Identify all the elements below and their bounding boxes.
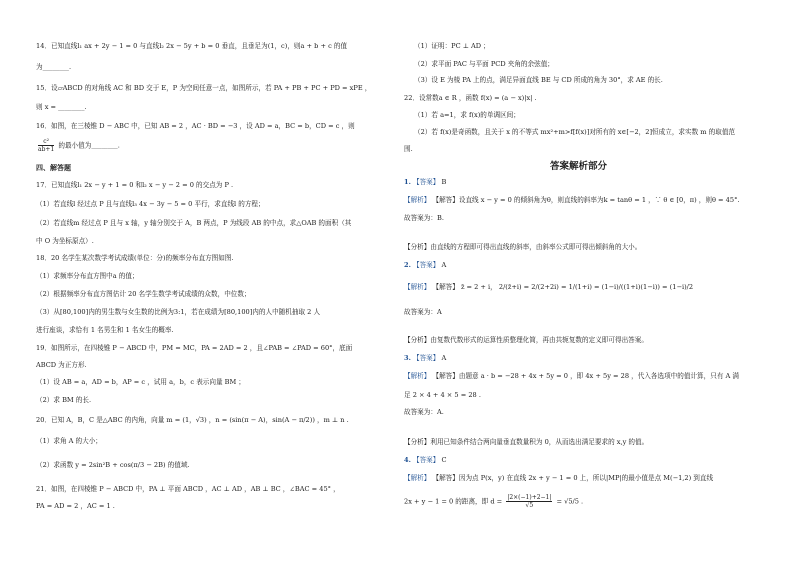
q16-line1: 16．如图，在三棱锥 D − ABC 中，已知 AB = 2 ，AC · BD = −3 ，设 AD = a，BC = b，CD = c ，则	[36, 122, 355, 130]
q18-line2: （1）求频率分布直方图中a 的值；	[36, 272, 139, 280]
answer-1-number: 1.	[404, 178, 411, 186]
answer-1-conclusion: 故答案为：B.	[404, 214, 444, 222]
answer-2-conclusion: 故答案为：A	[404, 308, 442, 316]
answer-1-analysis: 【分析】由直线的方程即可得出直线的斜率，由斜率公式即可得出倾斜角的大小。	[404, 243, 642, 251]
answer-2-solution-tag: 【解析】	[404, 283, 431, 291]
answer-2-value: A	[441, 261, 447, 269]
q20-line3: （2）求函数 y = 2sin²B + cos(π/3 − 2B) 的值域.	[36, 461, 190, 469]
q19-line4: （2）求 BM 的长.	[36, 396, 92, 404]
answer-2-tag: 【答案】	[413, 261, 440, 269]
q17-line4: 中 O 为坐标原点）.	[36, 237, 94, 245]
answer-1-solution-text: 【解答】设直线 x − y = 0 的倾斜角为θ，则直线的斜率为k = tanθ = 1 ，∵ θ ∈ [0，π) ，则θ = 45°.	[432, 196, 740, 204]
q15-line2: 则 x = ________.	[36, 103, 87, 111]
answer-1-solution-tag: 【解析】	[404, 196, 431, 204]
q22-line4: 围.	[404, 145, 413, 153]
answer-3	[404, 354, 446, 363]
answer-4-number: 4.	[404, 456, 411, 464]
q18-line4: （3）从[80,100]内的男生数与女生数的比例为3:1，若在成绩为[80,100]内的人中随机抽取 2 人	[36, 308, 321, 316]
answer-3-solution-line2: 足 2 × 4 + 4 × 5 = 28 .	[404, 391, 481, 399]
q16-fraction	[38, 138, 54, 153]
q17-line2: （1）若直线l 经过点 P 且与直线l₃ 4x − 3y − 5 = 0 平行，求直线l 的方程；	[36, 200, 265, 208]
q18-line3: （2）根据频率分布直方图估计 20 名学生数学考试成绩的众数，中位数；	[36, 290, 251, 298]
q22-line1: 22．设常数a ∈ R ，函数 f(x) = (a − x)|x| .	[404, 94, 537, 102]
answer-1	[404, 178, 446, 187]
answer-1-value: B	[441, 178, 447, 186]
q16-frac-bottom: ab+1	[38, 146, 55, 153]
q21-part3: （3）设 E 为棱 PA 上的点，满足异面直线 BE 与 CD 所成的角为 30°，求 AE 的长.	[414, 76, 663, 84]
answer-2-analysis: 【分析】由复数代数形式的运算性质整理化简，再由共轭复数的定义即可得出答案。	[404, 336, 648, 344]
q18-line5: 进行座谈，求恰有 1 名男生和 1 名女生的概率.	[36, 326, 174, 334]
answer-2	[404, 261, 446, 270]
answer-4-value: C	[441, 456, 447, 464]
answer-2-solution-text: 【解答】 z̄ = 2 + i，	[432, 283, 497, 291]
q14-line2: 为________.	[36, 63, 72, 71]
answer-4-frac-top: |2×(−1)+2−1|	[507, 494, 552, 501]
answer-4-tag: 【答案】	[413, 456, 440, 464]
answer-3-analysis: 【分析】利用已知条件结合两向量垂直数量积为 0，从而选出满足要求的 x,y 的值。	[404, 438, 649, 446]
answer-3-solution-tag: 【解析】	[404, 372, 431, 380]
answer-2-solution-math: 2/(z̄+i) = 2/(2+2i) = 1/(1+i) = (1−i)/((1+i)(1−i)) = (1−i)/2	[498, 283, 694, 291]
answer-3-conclusion: 故答案为：A.	[404, 408, 444, 416]
q21-line2: PA = AD = 2 ，AC = 1 .	[36, 502, 115, 510]
q14-line1: 14．已知直线l₁ ax + 2y − 1 = 0 与直线l₂ 2x − 5y + b = 0 垂直，且垂足为(1，c)，则a + b + c 的值	[36, 42, 348, 50]
q17-line3: （2）若直线m 经过点 P 且与 x 轴，y 轴分别交于 A，B 两点，P 为线段 AB 的中点，求△OAB 的面积（其	[36, 219, 352, 227]
q16-frac-top: c²	[38, 138, 54, 146]
q20-line2: （1）求角 A 的大小；	[36, 437, 102, 445]
answer-3-value: A	[441, 354, 447, 362]
q15-line1: 15．设▱ABCD 的对角线 AC 和 BD 交于 E，P 为空间任意一点，如图所示，若 PA + PB + PC + PD = xPE ，	[36, 84, 372, 92]
q16-line2	[36, 138, 120, 153]
answer-3-solution-text: 【解答】由题意 a · b = −28 + 4x + 5y = 0 ，即 4x + 5y = 28 ，代入各选项中的值计算，只有 A 满	[432, 372, 739, 380]
answer-3-solution	[404, 372, 739, 381]
q20-line1: 20．已知 A，B，C 是△ABC 的内角，向量 m = (1，√3) ，n = (sin(π − A)，sin(A − π/2)) ，m ⊥ n .	[36, 416, 349, 424]
answer-4-solution	[404, 474, 713, 483]
q17-line1: 17．已知直线l₁ 2x − y + 1 = 0 和l₂ x − y − 2 = 0 的交点为 P .	[36, 181, 234, 189]
answer-1-solution	[404, 196, 739, 205]
answer-1-tag: 【答案】	[413, 178, 440, 186]
answer-4-distance-label: 2x + y − 1 = 0 的距离，即 d =	[404, 497, 503, 506]
q18-line1: 18．20 名学生某次数学考试成绩(单位：分)的频率分布直方图如图.	[36, 254, 234, 262]
q21-part2: （2）求平面 PAC 与平面 PCD 夹角的余弦值；	[414, 60, 554, 68]
answer-4	[404, 456, 447, 465]
q19-line2: ABCD 为正方形.	[36, 361, 87, 369]
q22-line3: （2）若 f(x)是奇函数，且关于 x 的不等式 mx²+m>f[f(x)]对所有的 x∈[−2，2]恒成立，求实数 m 的取值范	[414, 128, 736, 136]
q21-line1: 21．如图，在四棱锥 P − ABCD 中，PA ⊥ 平面 ABCD ，AC ⊥ AD ，AB ⊥ BC ，∠BAC = 45° ，	[36, 485, 340, 493]
answer-4-frac-bottom: √5	[525, 502, 534, 509]
q21-part1: （1）证明：PC ⊥ AD ；	[414, 42, 490, 50]
q19-line1: 19．如图所示，在四棱锥 P − ABCD 中，PM = MC，PA = 2AD = 2 ，且∠PAB = ∠PAD = 60°，底面	[36, 344, 353, 352]
answer-4-solution-tag: 【解析】	[404, 474, 431, 482]
q19-line3: （1）设 AB = a，AD = b，AP = c ，试用 a，b，c 表示向量 BM ；	[36, 378, 245, 386]
answer-2-number: 2.	[404, 261, 411, 269]
q22-line2: （1）若 a=1，求 f(x)的单调区间；	[414, 111, 520, 119]
answer-2-solution	[404, 283, 693, 292]
answer-4-solution-line2	[404, 494, 583, 509]
answer-4-result: = √5/5 .	[556, 497, 584, 506]
section-heading: 四、解答题	[36, 163, 71, 172]
answer-4-fraction	[506, 494, 552, 509]
answer-4-solution-text: 【解答】因为点 P(x，y) 在直线 2x + y − 1 = 0 上，所以|MP|的最小值是点 M(−1,2) 到直线	[432, 474, 714, 482]
answer-section-title: 答案解析部分	[550, 161, 608, 172]
q16-tail: 的最小值为________.	[58, 141, 120, 150]
answer-3-tag: 【答案】	[413, 354, 440, 362]
answer-3-number: 3.	[404, 354, 411, 362]
